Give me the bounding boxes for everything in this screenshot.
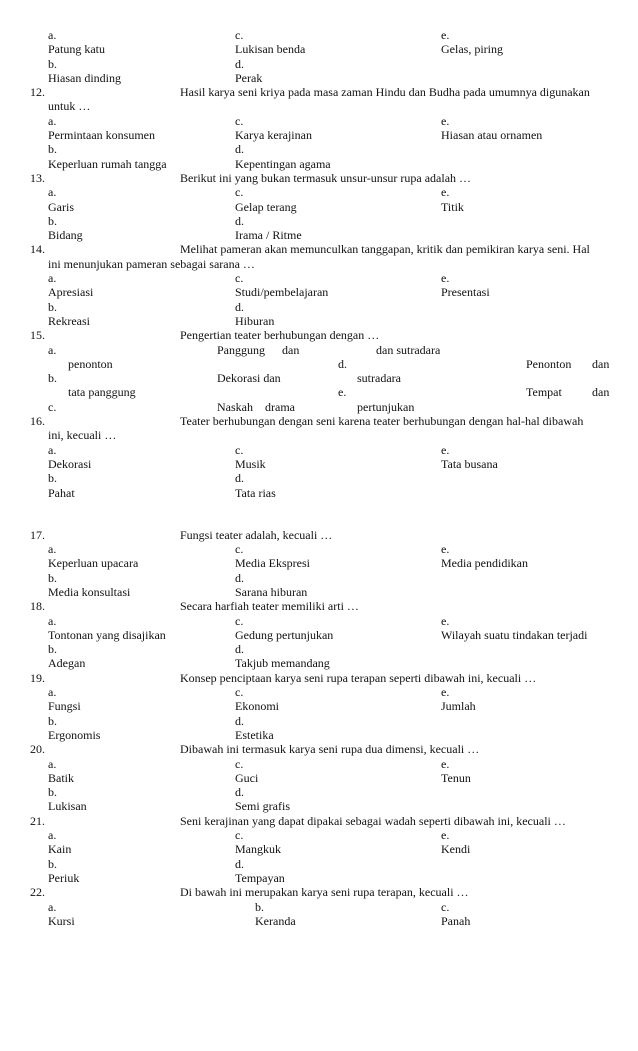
option-label: a. [48,613,57,628]
option-text: Penonton [526,356,572,371]
option-text: dan [592,385,610,400]
option-text: Hiasan atau ornamen [441,128,543,143]
question-number: 21. [30,813,45,828]
option-text: Media konsultasi [48,584,131,599]
option-text: Patung katu [48,42,105,57]
option-label: c. [235,542,244,557]
option-text: Apresiasi [48,285,94,300]
option-label: b. [48,856,57,871]
question-stem: Konsep penciptaan karya seni rupa terapan seperti dibawah ini, kecuali … [180,670,537,685]
option-label: e. [441,271,450,286]
option-label: d. [235,642,244,657]
question-stem: Teater berhubungan dengan seni karena teater berhubungan dengan hal-hal dibawah [180,414,584,429]
option-text: Jumlah [441,699,476,714]
question-number: 17. [30,527,45,542]
option-label: a. [48,342,57,357]
option-text: Naskah [217,399,253,414]
question-stem-continued: untuk … [48,99,91,114]
option-label: c. [48,399,57,414]
option-label: c. [235,613,244,628]
option-label: e. [441,828,450,843]
question-stem-continued: ini menunjukan pameran sebagai sarana … [48,256,255,271]
option-label: b. [48,471,57,486]
option-label: e. [441,28,450,42]
question-18 [0,599,638,670]
option-text: Gelas, piring [441,42,503,57]
question-stem: Fungsi teater adalah, kecuali … [180,527,333,542]
option-text: Semi grafis [235,799,290,814]
option-text: Tempat [526,385,562,400]
question-17 [0,528,638,599]
question-stem: Secara harfiah teater memiliki arti … [180,599,359,614]
question-number: 14. [30,242,45,257]
option-label: d. [235,713,244,728]
question-stem: Melihat pameran akan memunculkan tanggapan, kritik dan pemikiran karya seni. Hal [180,242,590,257]
question-number: 19. [30,670,45,685]
question-number: 20. [30,742,45,757]
question-number: 12. [30,85,45,100]
option-text: Tata rias [235,485,276,500]
option-label: e. [441,756,450,771]
option-label: c. [235,185,244,200]
option-label: d. [235,471,244,486]
option-text: Periuk [48,870,80,885]
option-label: b. [48,213,57,228]
option-text: Garis [48,199,74,214]
option-label: c. [235,756,244,771]
option-text: Lukisan benda [235,42,306,57]
option-label: e. [338,385,347,400]
option-label: a. [48,442,57,457]
option-text: Ergonomis [48,727,101,742]
question-number: 22. [30,885,45,900]
option-text: Tempayan [235,870,285,885]
question-13 [0,171,638,242]
option-text: Keperluan upacara [48,556,139,571]
option-label: c. [235,28,244,42]
option-text: Kepentingan agama [235,156,331,171]
question-stem: Pengertian teater berhubungan dengan … [180,328,380,343]
option-label: a. [48,828,57,843]
option-text: Presentasi [441,285,490,300]
question-stem: Seni kerajinan yang dapat dipakai sebagai wadah seperti dibawah ini, kecuali … [180,813,566,828]
option-label: b. [48,299,57,314]
option-text: Fungsi [48,699,81,714]
option-label: b. [48,642,57,657]
question-21 [0,814,638,885]
option-text: Hiasan dinding [48,70,121,85]
option-text: Kendi [441,842,471,857]
option-text: Wilayah suatu tindakan terjadi [441,627,588,642]
option-label: a. [48,899,57,914]
option-text: dan sutradara [376,342,441,357]
option-label: c. [235,271,244,286]
option-label: a. [48,542,57,557]
option-label: b. [48,785,57,800]
question-number: 18. [30,599,45,614]
option-label: d. [235,856,244,871]
question-number: 13. [30,170,45,185]
option-text: pertunjukan [357,399,415,414]
option-text: drama [265,399,295,414]
option-label: c. [235,828,244,843]
option-text: Media Ekspresi [235,556,310,571]
option-label: b. [255,899,264,914]
option-label: b. [48,142,57,157]
option-label: a. [48,756,57,771]
option-text: tata panggung [68,385,136,400]
option-text: Tenun [441,770,471,785]
option-text: Gelap terang [235,199,297,214]
option-text: Gedung pertunjukan [235,627,334,642]
exam-page [0,28,638,928]
option-label: e. [441,542,450,557]
question-19 [0,671,638,742]
option-label: a. [48,185,57,200]
option-text: Sarana hiburan [235,584,308,599]
option-label: c. [441,899,450,914]
option-label: b. [48,371,57,386]
option-label: a. [48,685,57,700]
option-text: Panggung [217,342,265,357]
option-label: a. [48,271,57,286]
option-text: Batik [48,770,74,785]
question-22 [0,885,638,928]
option-label: d. [235,570,244,585]
option-text: Musik [235,456,266,471]
option-label: a. [48,28,57,42]
option-text: Takjub memandang [235,656,330,671]
question-stem: Di bawah ini merupakan karya seni rupa terapan, kecuali … [180,885,469,900]
question-stem: Hasil karya seni kriya pada masa zaman Hindu dan Budha pada umumnya digunakan [180,85,590,100]
option-text: Irama / Ritme [235,228,302,243]
option-label: e. [441,442,450,457]
option-text: Kain [48,842,72,857]
option-text: Tontonan yang disajikan [48,627,166,642]
option-text: Media pendidikan [441,556,528,571]
option-text: penonton [68,356,113,371]
option-label: d. [235,213,244,228]
option-text: Panah [441,913,471,928]
question-11-options [0,28,638,85]
option-text: Mangkuk [235,842,281,857]
option-label: b. [48,56,57,71]
option-label: e. [441,113,450,128]
option-text: Guci [235,770,259,785]
question-stem: Berikut ini yang bukan termasuk unsur-unsur rupa adalah … [180,170,472,185]
question-14 [0,242,638,328]
page-gap [0,500,638,528]
option-label: c. [235,113,244,128]
option-label: e. [441,685,450,700]
question-stem-continued: ini, kecuali … [48,428,117,443]
option-text: Titik [441,199,464,214]
option-label: c. [235,685,244,700]
option-label: e. [441,613,450,628]
option-label: d. [235,142,244,157]
option-text: dan [282,342,300,357]
question-number: 15. [30,328,45,343]
option-label: e. [441,185,450,200]
question-16 [0,414,638,500]
option-label: d. [235,299,244,314]
option-label: b. [48,713,57,728]
option-text: Dekorasi dan [217,371,281,386]
option-text: Keranda [255,913,296,928]
option-text: Tata busana [441,456,498,471]
option-label: b. [48,570,57,585]
question-number: 16. [30,414,45,429]
option-label: d. [235,56,244,71]
option-label: d. [338,356,347,371]
option-text: Lukisan [48,799,87,814]
option-text: Perak [235,70,263,85]
option-text: Studi/pembelajaran [235,285,329,300]
option-text: Dekorasi [48,456,92,471]
question-12 [0,85,638,171]
question-20 [0,742,638,813]
option-text: sutradara [357,371,401,386]
option-text: Rekreasi [48,313,90,328]
option-text: Adegan [48,656,86,671]
question-15 [0,328,638,414]
option-text: Bidang [48,228,83,243]
option-text: Kursi [48,913,75,928]
option-label: d. [235,785,244,800]
option-text: dan [592,356,610,371]
option-label: a. [48,113,57,128]
option-text: Hiburan [235,313,275,328]
option-text: Karya kerajinan [235,128,312,143]
option-text: Permintaan konsumen [48,128,155,143]
question-stem: Dibawah ini termasuk karya seni rupa dua dimensi, kecuali … [180,742,480,757]
option-label: c. [235,442,244,457]
option-text: Ekonomi [235,699,279,714]
option-text: Estetika [235,727,274,742]
option-text: Pahat [48,485,75,500]
option-text: Keperluan rumah tangga [48,156,167,171]
